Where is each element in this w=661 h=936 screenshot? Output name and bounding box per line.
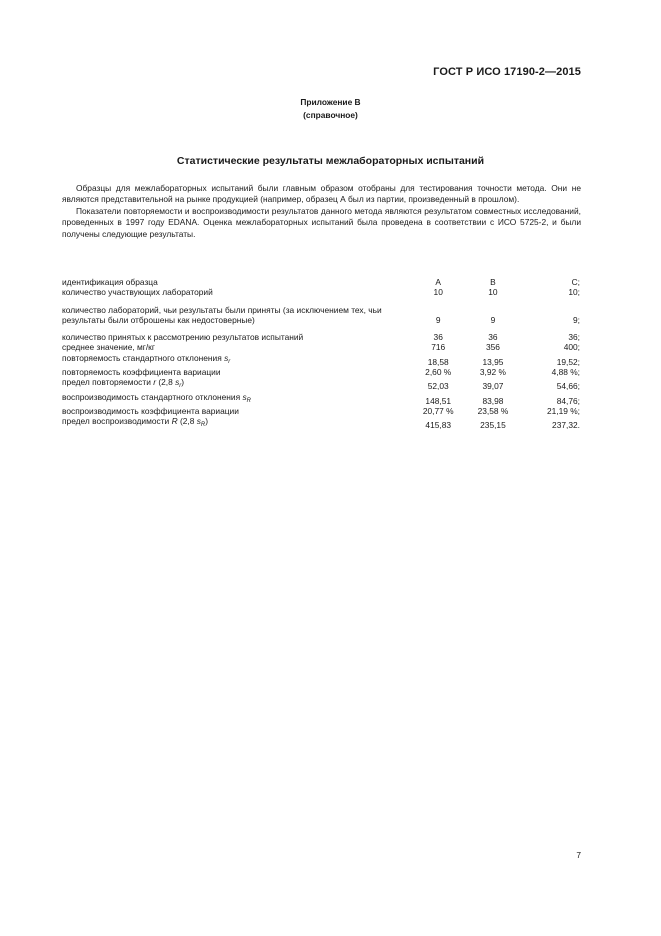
table-row bbox=[62, 353, 584, 367]
appendix-heading bbox=[0, 96, 661, 122]
row-label: повторяемость коэффициента вариации bbox=[62, 367, 221, 378]
row-label: среднее значение, мг/кг bbox=[62, 342, 155, 353]
section-title: Статистические результаты межлабораторных испытаний bbox=[176, 155, 485, 167]
row-label: воспроизводимость коэффициента вариации bbox=[62, 405, 239, 416]
table-row bbox=[62, 392, 584, 406]
value-b: 36 bbox=[488, 332, 498, 343]
paragraph: Показатели повторяемости и воспроизводимости результатов данного метода являются результатом совместных исследований, проведенных в 1997 году EDANA. Оценка межлабораторных испытаний была проведена в соответствии с ИСО 5725-2, и были получены следующие результаты. bbox=[62, 205, 581, 239]
value-a: 20,77 % bbox=[422, 405, 454, 416]
value-b: 23,58 % bbox=[477, 405, 509, 416]
table-row bbox=[62, 406, 584, 416]
value-c: 237,32. bbox=[552, 420, 580, 431]
value-c: 10; bbox=[568, 287, 580, 298]
table-row bbox=[62, 416, 584, 430]
value-a: A bbox=[435, 277, 442, 287]
table-row bbox=[62, 377, 584, 391]
value-a: 148,51 bbox=[425, 395, 452, 406]
value-b: 13,95 bbox=[482, 356, 504, 367]
table-row bbox=[62, 342, 584, 352]
value-c: 400; bbox=[563, 342, 580, 353]
table-row bbox=[62, 305, 584, 326]
value-a: 18,58 bbox=[427, 356, 449, 367]
document-id: ГОСТ Р ИСО 17190-2—2015 bbox=[433, 66, 581, 78]
appendix-title: Приложение В bbox=[300, 97, 361, 107]
value-c: C; bbox=[571, 277, 580, 287]
results-table bbox=[62, 277, 584, 431]
row-label: повторяемость стандартного отклонения $s_r$ bbox=[62, 352, 231, 365]
value-b: 10 bbox=[488, 287, 498, 298]
table-row bbox=[62, 332, 584, 342]
value-b: 3,92 % bbox=[479, 367, 506, 378]
table-row bbox=[62, 367, 584, 377]
value-c: 19,52; bbox=[556, 356, 580, 367]
row-label: идентификация образца bbox=[62, 277, 158, 287]
value-c: 36; bbox=[568, 332, 580, 343]
table-row bbox=[62, 277, 584, 287]
appendix-note: (справочное) bbox=[303, 110, 358, 120]
row-label: количество принятых к рассмотрению результатов испытаний bbox=[62, 332, 304, 343]
value-b: 235,15 bbox=[480, 420, 506, 431]
page-number: 7 bbox=[576, 850, 581, 860]
value-c: 9; bbox=[573, 314, 580, 325]
value-a: 415,83 bbox=[425, 420, 452, 431]
body-text bbox=[62, 183, 581, 240]
value-a: 2,60 % bbox=[425, 367, 452, 378]
value-c: 84,76; bbox=[556, 395, 580, 406]
value-a: 9 bbox=[435, 314, 441, 325]
value-b: 356 bbox=[485, 342, 500, 353]
value-a: 52,03 bbox=[427, 381, 449, 392]
value-b: 83,98 bbox=[482, 395, 504, 406]
value-c: 54,66; bbox=[556, 381, 580, 392]
value-a: 716 bbox=[431, 342, 446, 353]
row-label: количество участвующих лабораторий bbox=[62, 287, 213, 298]
value-c: 21,19 %; bbox=[546, 405, 580, 416]
paragraph: Образцы для межлабораторных испытаний были главным образом отобраны для тестирования точности метода. Они не являются представительной на рынке продукцией (например, образец А был из партии, произведенный в прошлом). bbox=[62, 183, 581, 205]
row-label: предел воспроизводимости R (2,8 $s_R$) bbox=[62, 416, 209, 429]
value-a: 36 bbox=[433, 332, 443, 343]
value-c: 4,88 %; bbox=[551, 367, 580, 378]
value-b: 9 bbox=[490, 314, 496, 325]
table-row bbox=[62, 287, 584, 297]
value-a: 10 bbox=[433, 287, 443, 298]
row-label: предел повторяемости r (2,8 $s_r$) bbox=[62, 377, 185, 390]
value-b: 39,07 bbox=[482, 381, 504, 392]
row-label: количество лабораторий, чьи результаты были приняты (за исключением тех, чьи результаты были отброшены как недостоверные) bbox=[62, 304, 382, 325]
value-b: B bbox=[490, 277, 496, 287]
row-label: воспроизводимость стандартного отклонения $s_R$ bbox=[62, 391, 251, 404]
